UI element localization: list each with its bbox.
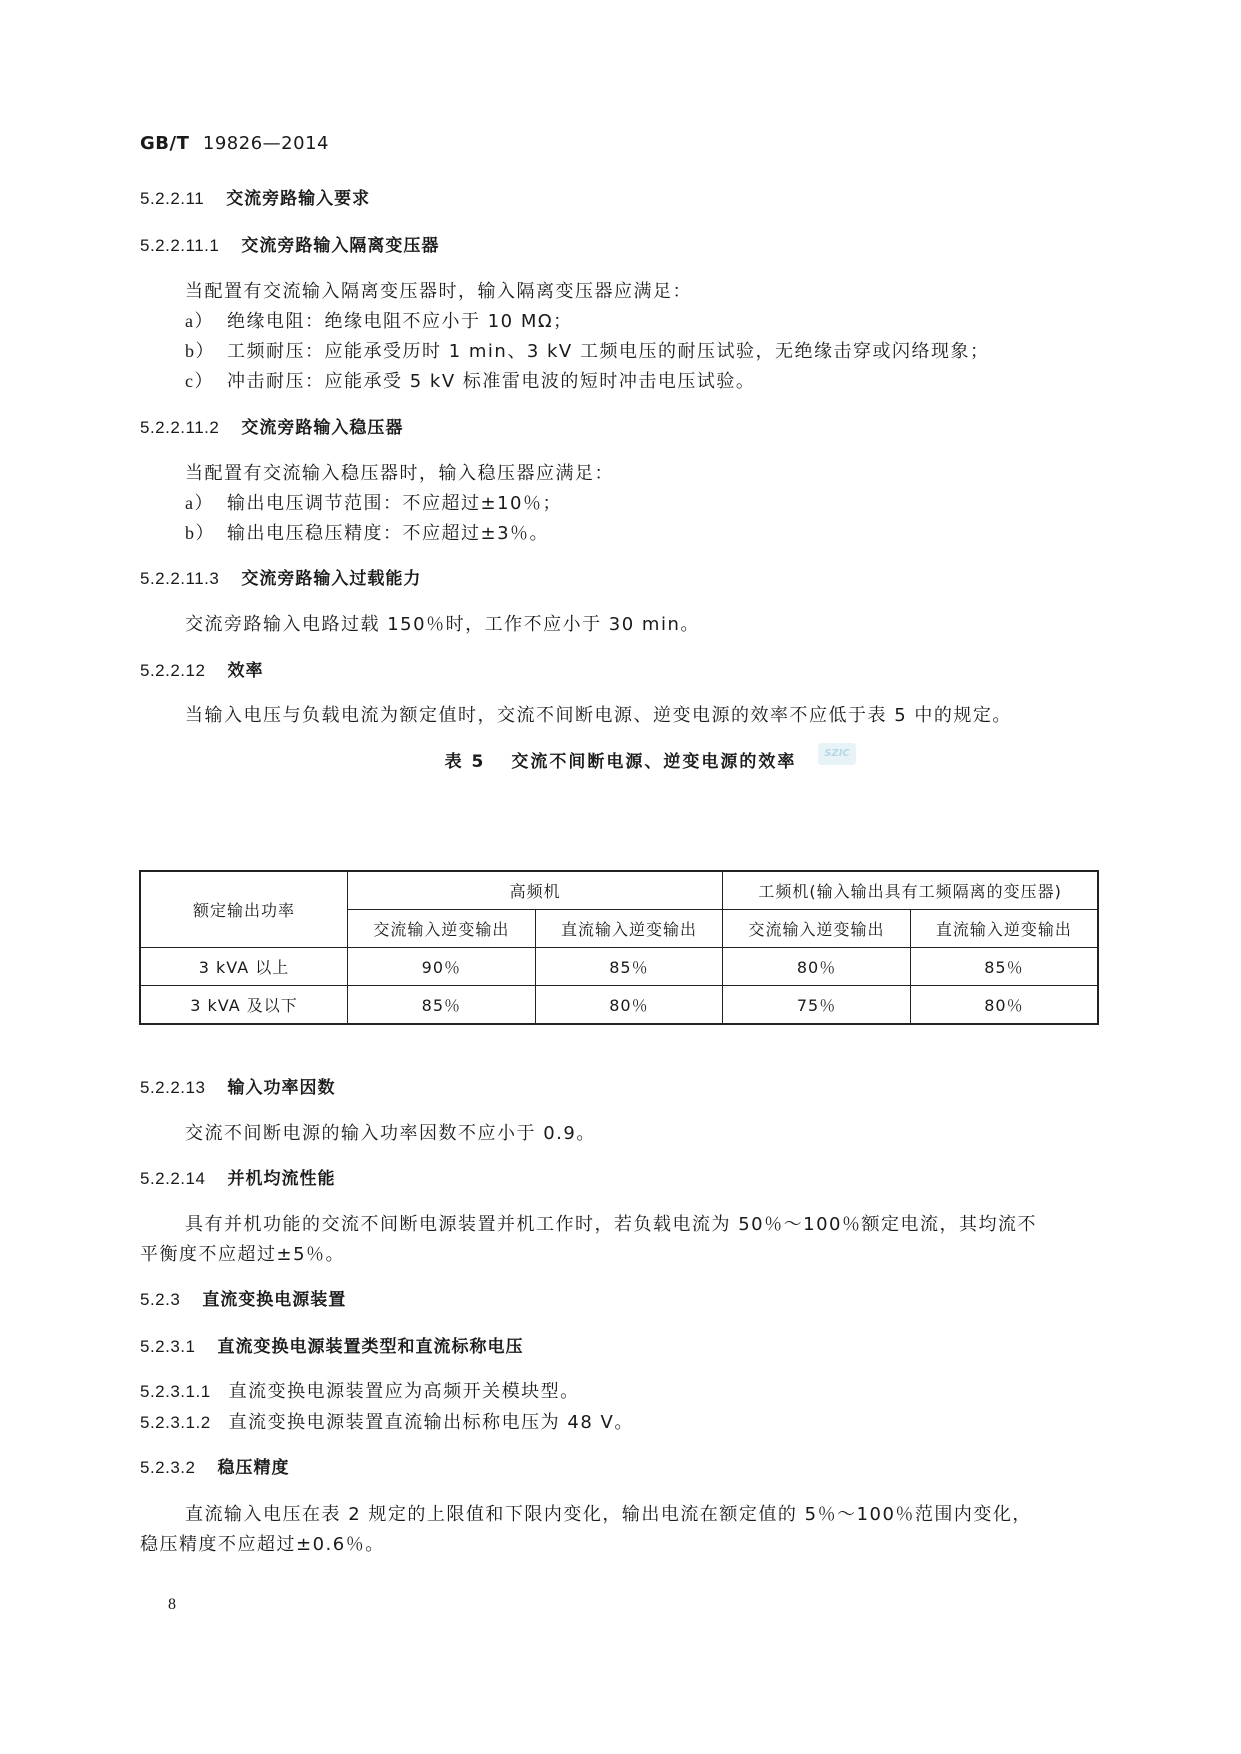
table-cell: 80％	[535, 986, 723, 1025]
table-cell: 3 kVA 以上	[140, 948, 348, 986]
heading-5-2-3-2: 5.2.3.2 稳压精度	[140, 1458, 290, 1478]
list-item: b） 工频耐压：应能承受历时 1 min、3 kV 工频电压的耐压试验，无绝缘击穿或闪络现象；	[185, 341, 990, 362]
standard-code	[140, 133, 329, 154]
paragraph: 直流输入电压在表 2 规定的上限值和下限内变化，输出电流在额定值的 5％～100％范围内变化，	[185, 1504, 1032, 1525]
paragraph: 交流不间断电源的输入功率因数不应小于 0.9。	[185, 1123, 596, 1144]
table-row	[140, 948, 1098, 986]
standard-prefix: GB/T	[140, 133, 190, 154]
table-sub-header: 直流输入逆变输出	[535, 910, 723, 948]
table-cell: 85％	[535, 948, 723, 986]
heading-5-2-2-11-3: 5.2.2.11.3 交流旁路输入过载能力	[140, 569, 422, 589]
heading-5-2-3-1: 5.2.3.1 直流变换电源装置类型和直流标称电压	[140, 1337, 524, 1357]
table-corner-header: 额定输出功率	[140, 871, 348, 948]
list-item: a） 输出电压调节范围：不应超过±10％；	[185, 493, 562, 514]
table-cell: 85％	[348, 986, 536, 1025]
paragraph: 当配置有交流输入隔离变压器时，输入隔离变压器应满足：	[185, 281, 692, 302]
list-item: a） 绝缘电阻：绝缘电阻不应小于 10 MΩ；	[185, 311, 573, 332]
table-group-header: 工频机(输入输出具有工频隔离的变压器)	[723, 871, 1098, 910]
table-sub-header: 交流输入逆变输出	[348, 910, 536, 948]
table-cell: 80％	[723, 948, 911, 986]
heading-5-2-2-11-1: 5.2.2.11.1 交流旁路输入隔离变压器	[140, 236, 440, 256]
heading-5-2-2-11: 5.2.2.11 交流旁路输入要求	[140, 189, 371, 209]
heading-5-2-2-11-2: 5.2.2.11.2 交流旁路输入稳压器	[140, 418, 404, 438]
list-item: b） 输出电压稳压精度：不应超过±3％。	[185, 523, 550, 544]
watermark-logo: SZIC	[818, 743, 856, 765]
standard-number: 19826—2014	[202, 133, 329, 154]
paragraph: 平衡度不应超过±5％。	[140, 1244, 346, 1265]
list-item: c） 冲击耐压：应能承受 5 kV 标准雷电波的短时冲击电压试验。	[185, 371, 756, 392]
table-cell: 85％	[910, 948, 1098, 986]
paragraph: 当配置有交流输入稳压器时，输入稳压器应满足：	[185, 463, 614, 484]
paragraph: 稳压精度不应超过±0.6％。	[140, 1534, 385, 1555]
table-cell: 3 kVA 及以下	[140, 986, 348, 1025]
paragraph: 具有并机功能的交流不间断电源装置并机工作时，若负载电流为 50％～100％额定电流，其均流不	[185, 1214, 1037, 1235]
heading-5-2-2-14: 5.2.2.14 并机均流性能	[140, 1169, 336, 1189]
table-group-header: 高频机	[348, 871, 723, 910]
table-cell: 75％	[723, 986, 911, 1025]
page-number: 8	[168, 1596, 176, 1613]
paragraph: 交流旁路输入电路过载 150％时，工作不应小于 30 min。	[185, 614, 700, 635]
table-sub-header: 直流输入逆变输出	[910, 910, 1098, 948]
table-caption: 表 5 交流不间断电源、逆变电源的效率	[444, 752, 797, 772]
heading-5-2-3: 5.2.3 直流变换电源装置	[140, 1290, 347, 1310]
clause-5-2-3-1-1: 5.2.3.1.1 直流变换电源装置应为高频开关模块型。	[140, 1381, 580, 1402]
table-row	[140, 986, 1098, 1025]
efficiency-table	[139, 870, 1099, 1025]
heading-5-2-2-12: 5.2.2.12 效率	[140, 661, 264, 681]
clause-5-2-3-1-2: 5.2.3.1.2 直流变换电源装置直流输出标称电压为 48 V。	[140, 1412, 634, 1433]
table-cell: 90％	[348, 948, 536, 986]
table-cell: 80％	[910, 986, 1098, 1025]
paragraph: 当输入电压与负载电流为额定值时，交流不间断电源、逆变电源的效率不应低于表 5 中的规定。	[185, 705, 1012, 726]
table-sub-header: 交流输入逆变输出	[723, 910, 911, 948]
heading-5-2-2-13: 5.2.2.13 输入功率因数	[140, 1078, 336, 1098]
